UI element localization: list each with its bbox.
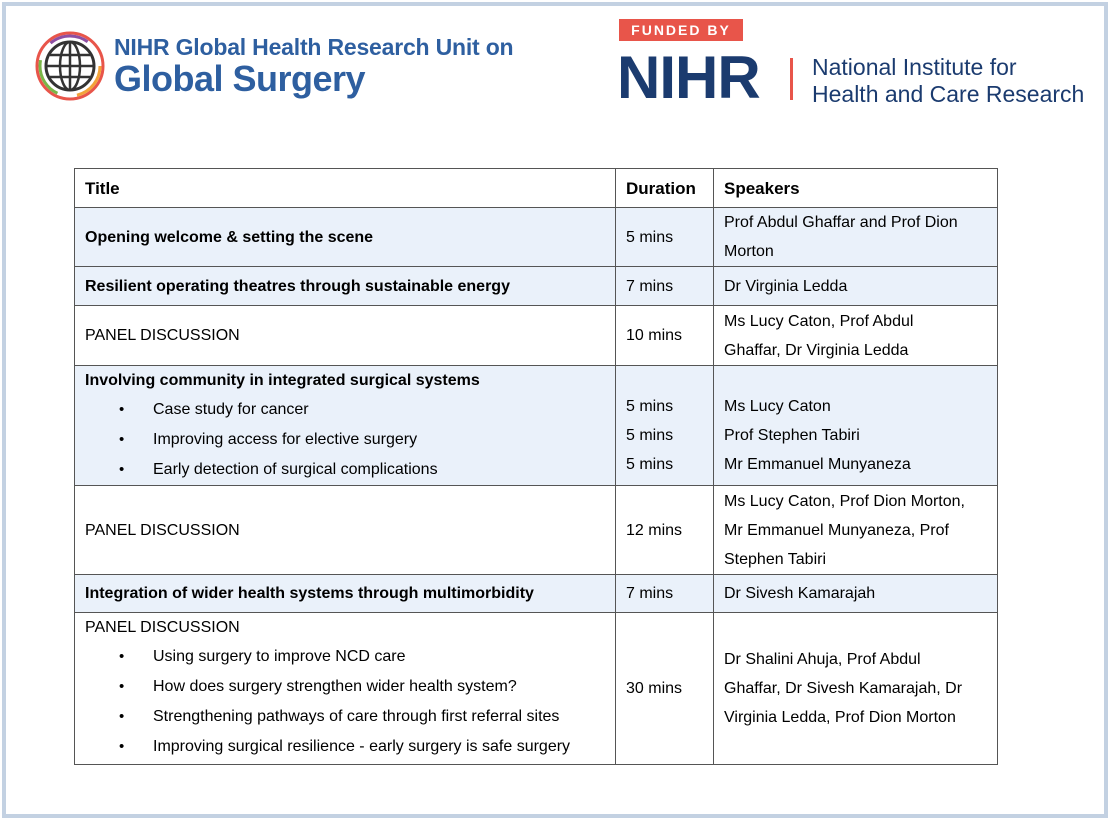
nihr-full-name — [812, 54, 1084, 108]
table-row — [75, 267, 998, 306]
row-speakers: Ms Lucy Caton Prof Stephen Tabiri Mr Emmanuel Munyaneza — [714, 366, 998, 486]
unit-name-line1: NIHR Global Health Research Unit on — [114, 34, 514, 60]
funded-by-badge: FUNDED BY — [619, 19, 743, 41]
row-speakers: Prof Abdul Ghaffar and Prof Dion Morton — [714, 208, 998, 267]
header-speakers: Speakers — [714, 169, 998, 208]
table-row — [75, 575, 998, 613]
row-speakers: Dr Virginia Ledda — [714, 267, 998, 306]
row-duration: 7 mins — [616, 575, 714, 613]
list-item: • Improving access for elective surgery — [119, 431, 418, 448]
row-title: PANEL DISCUSSION — [85, 619, 240, 636]
row-duration: 30 mins — [616, 613, 714, 765]
globe-logo-icon — [34, 30, 106, 102]
row-duration: 12 mins — [616, 486, 714, 575]
header-duration: Duration — [616, 169, 714, 208]
list-item: • Early detection of surgical complications — [119, 461, 438, 478]
row-speakers: Ms Lucy Caton, Prof Abdul Ghaffar, Dr Virginia Ledda — [714, 306, 998, 366]
row-title: PANEL DISCUSSION — [75, 486, 616, 575]
row-duration: 10 mins — [616, 306, 714, 366]
table-row — [75, 306, 998, 366]
unit-logo-text — [114, 34, 513, 98]
row-duration: 7 mins — [616, 267, 714, 306]
list-item: • Case study for cancer — [119, 401, 309, 418]
nihr-wordmark: NIHR — [617, 44, 760, 111]
row-speakers: Ms Lucy Caton, Prof Dion Morton, Mr Emmanuel Munyaneza, Prof Stephen Tabiri — [714, 486, 998, 575]
row-duration: 5 mins 5 mins 5 mins — [616, 366, 714, 486]
row-title: PANEL DISCUSSION — [75, 306, 616, 366]
list-item: • Improving surgical resilience - early surgery is safe surgery — [119, 738, 571, 755]
row-speakers: Dr Sivesh Kamarajah — [714, 575, 998, 613]
table-row — [75, 486, 998, 575]
nihr-divider — [790, 58, 793, 100]
unit-name-line2: Global Surgery — [114, 58, 366, 99]
row-title-with-items — [75, 366, 616, 486]
agenda-table — [74, 168, 998, 765]
table-row — [75, 208, 998, 267]
row-title: Involving community in integrated surgical systems — [85, 372, 480, 389]
row-speakers: Dr Shalini Ahuja, Prof Abdul Ghaffar, Dr Sivesh Kamarajah, Dr Virginia Ledda, Prof Dion Morton — [714, 613, 998, 765]
row-duration: 5 mins — [616, 208, 714, 267]
list-item: • Using surgery to improve NCD care — [119, 648, 406, 665]
list-item: • Strengthening pathways of care through first referral sites — [119, 708, 560, 725]
nihr-name-line2: Health and Care Research — [812, 81, 1085, 107]
list-item: • How does surgery strengthen wider health system? — [119, 678, 517, 695]
row-title: Opening welcome & setting the scene — [75, 208, 616, 267]
nihr-name-line1: National Institute for — [812, 54, 1017, 80]
header-title: Title — [75, 169, 616, 208]
table-header-row — [75, 169, 998, 208]
table-row — [75, 366, 998, 486]
row-title-with-items — [75, 613, 616, 765]
row-title: Integration of wider health systems through multimorbidity — [75, 575, 616, 613]
row-title: Resilient operating theatres through sustainable energy — [75, 267, 616, 306]
table-row — [75, 613, 998, 765]
